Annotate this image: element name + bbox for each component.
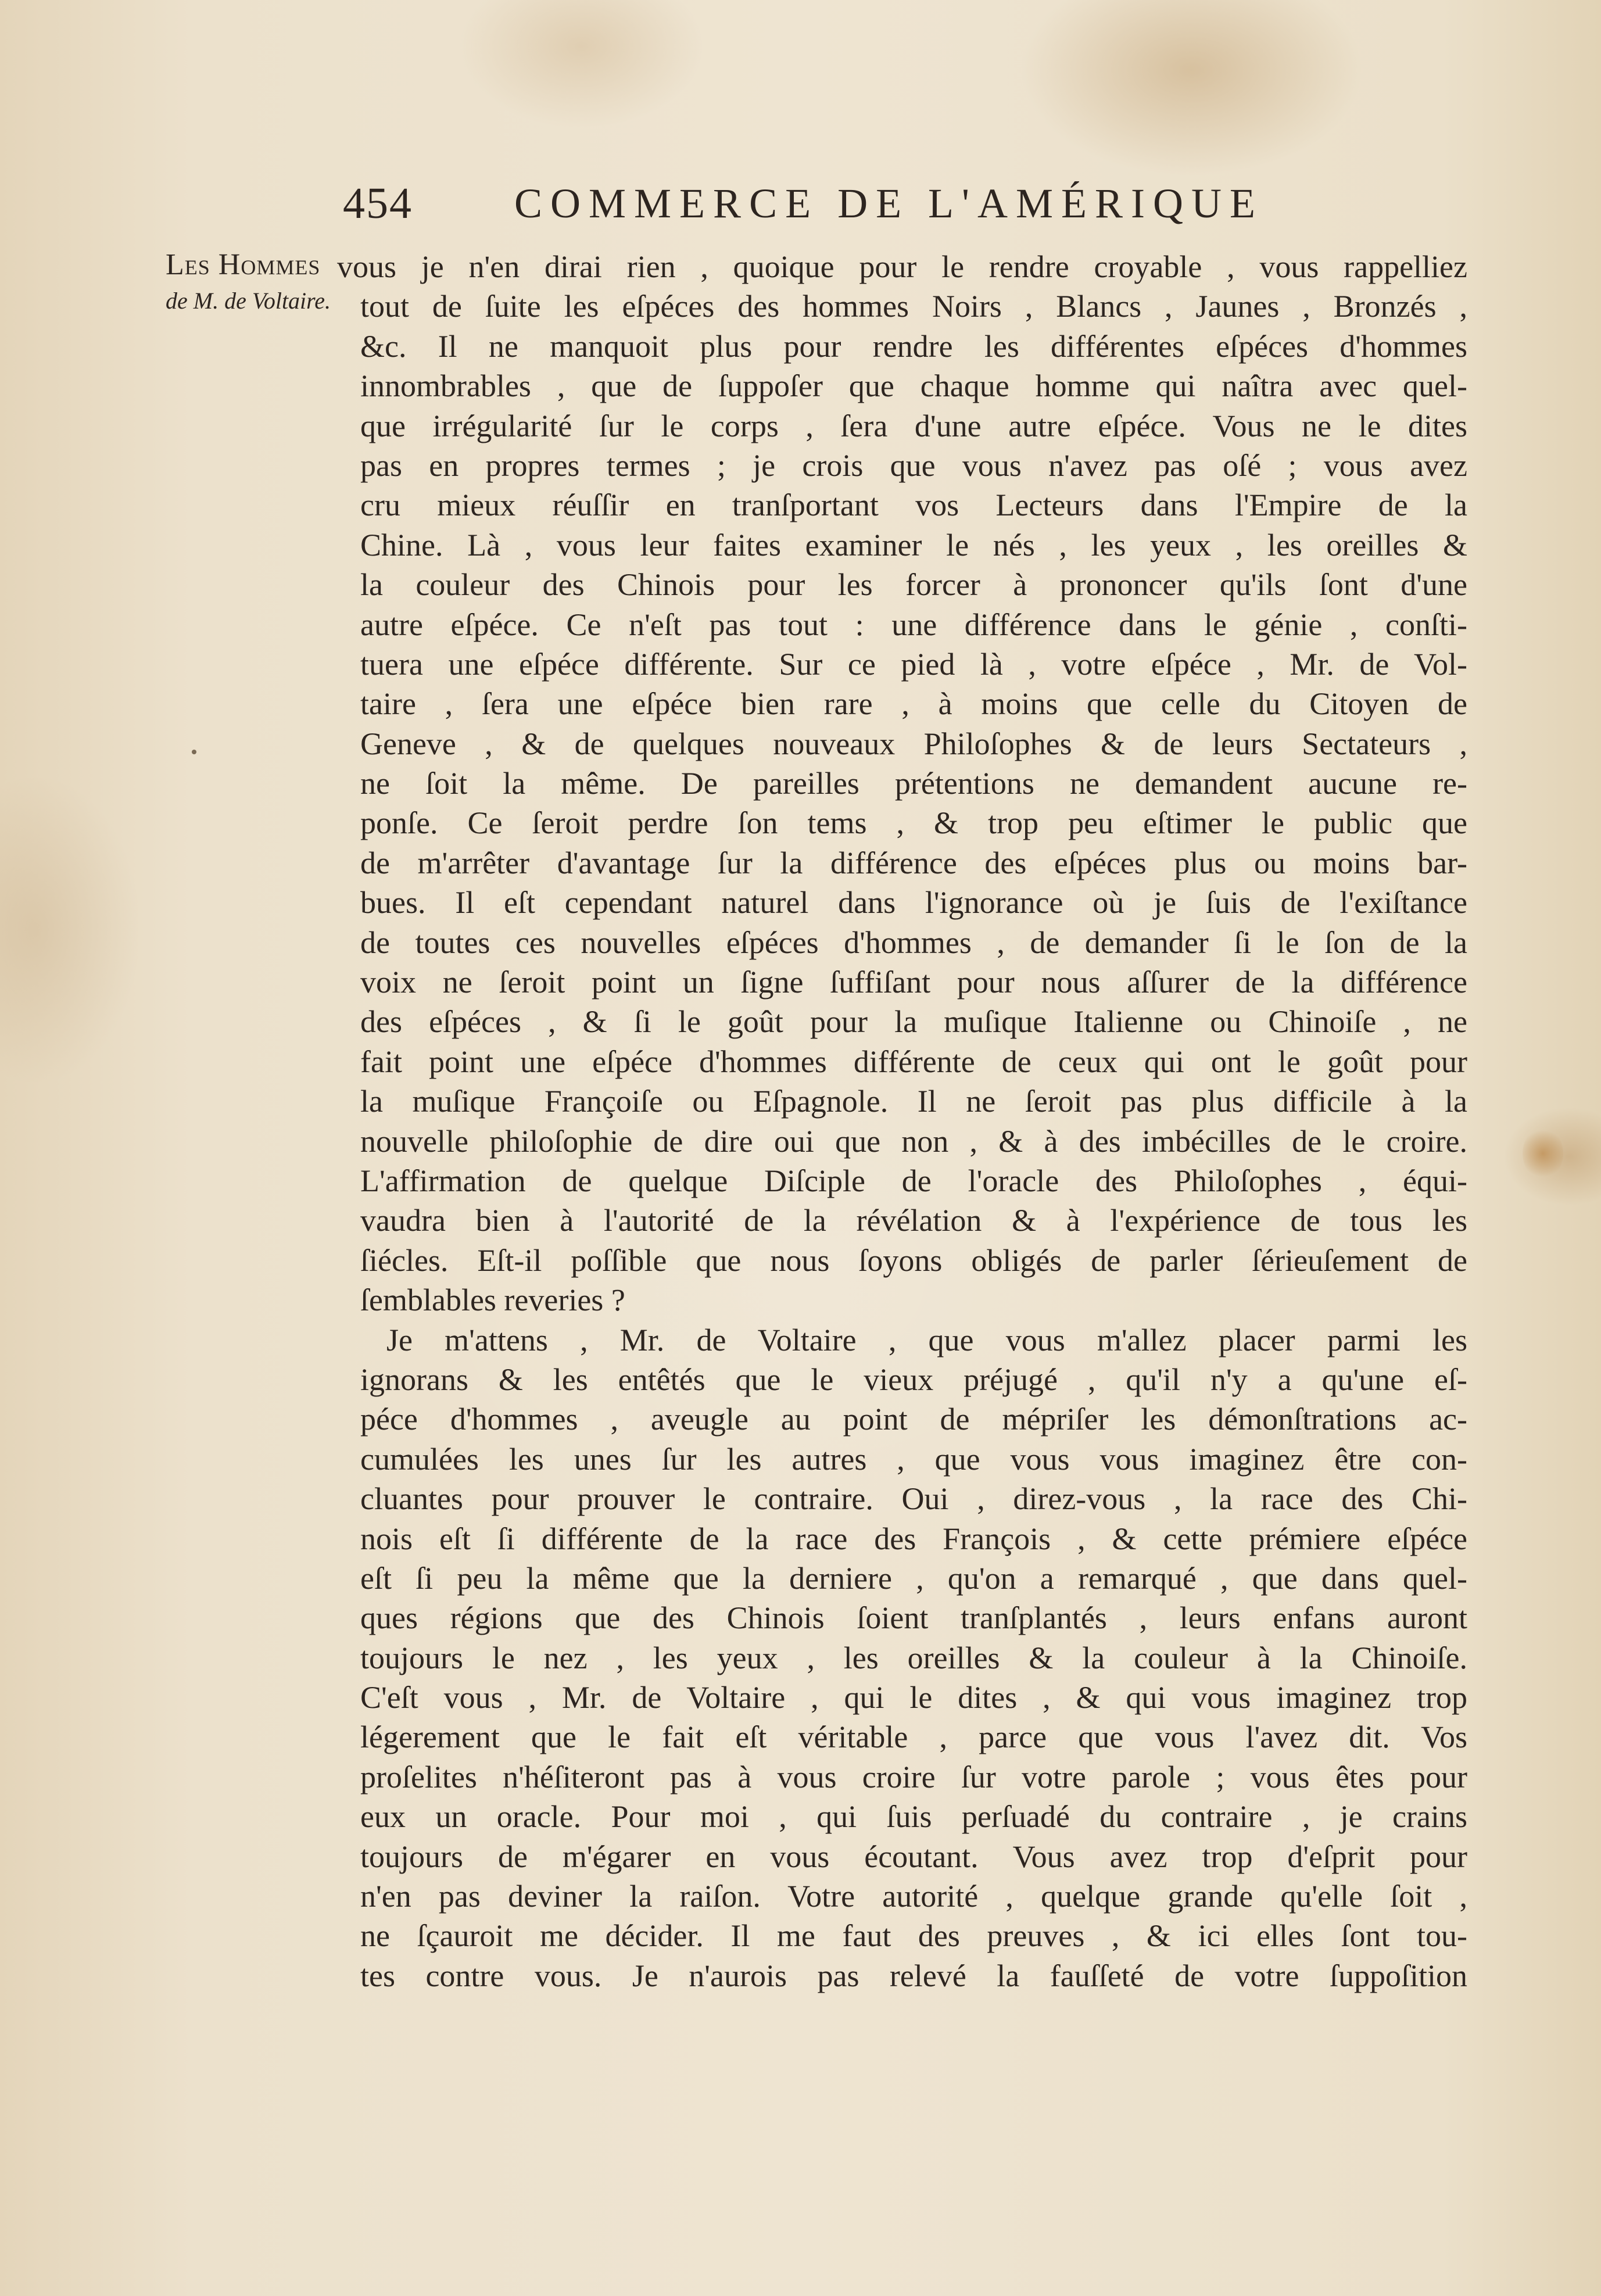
text-line: tes contre vous. Je n'aurois pas relevé la fauſſeté de votre ſuppoſition <box>360 1958 1467 1993</box>
text-line: tuera une eſpéce différente. Sur ce pied là , votre eſpéce , Mr. de Vol- <box>360 646 1467 682</box>
text-line: proſelites n'héſiteront pas à vous croire ſur votre parole ; vous êtes pour <box>360 1759 1467 1794</box>
text-line: nouvelle philoſophie de dire oui que non , & à des imbécilles de le croire. <box>360 1123 1467 1159</box>
text-line: cru mieux réuſſir en tranſportant vos Lecteurs dans l'Empire de la <box>360 488 1467 523</box>
ink-speck <box>192 750 196 754</box>
text-line: vous je n'en dirai rien , quoique pour le rendre croyable , vous rappelliez <box>337 249 1467 284</box>
text-line: la muſique Françoiſe ou Eſpagnole. Il ne ſeroit pas plus difficile à la <box>360 1084 1467 1119</box>
text-line: que irrégularité ſur le corps , ſera d'une autre eſpéce. Vous ne le dites <box>360 408 1467 443</box>
text-line: ſiécles. Eſt-il poſſible que nous ſoyons obligés de parler ſérieuſement de <box>360 1242 1467 1278</box>
text-line: légerement que le fait eſt véritable , parce que vous l'avez dit. Vos <box>360 1720 1467 1755</box>
text-line: de toutes ces nouvelles eſpéces d'hommes , de demander ſi le ſon de la <box>360 925 1467 960</box>
margin-note-line: de M. de Voltaire. <box>166 288 331 314</box>
text-line: nois eſt ſi différente de la race des François , & cette prémiere eſpéce <box>360 1521 1467 1556</box>
text-line: cumulées les unes ſur les autres , que vous vous imaginez être con- <box>360 1441 1467 1477</box>
text-line: la couleur des Chinois pour les forcer à prononcer qu'ils ſont d'une <box>360 567 1467 603</box>
text-line: autre eſpéce. Ce n'eſt pas tout : une différence dans le génie , conſti- <box>360 607 1467 642</box>
text-line: Je m'attens , Mr. de Voltaire , que vous m'allez placer parmi les <box>386 1322 1467 1357</box>
text-line: de m'arrêter d'avantage ſur la différence des eſpéces plus ou moins bar- <box>360 845 1467 880</box>
text-line: ne ſoit la même. De pareilles prétentions ne demandent aucune re- <box>360 766 1467 801</box>
text-line: ques régions que des Chinois ſoient tranſplantés , leurs enfans auront <box>360 1600 1467 1636</box>
paragraph <box>328 1320 1467 1996</box>
running-title: COMMERCE DE L'AMÉRIQUE <box>514 180 1263 227</box>
text-line: toujours de m'égarer en vous écoutant. Vous avez trop d'eſprit pour <box>360 1839 1467 1874</box>
text-line: taire , ſera une eſpéce bien rare , à moins que celle du Citoyen de <box>360 686 1467 722</box>
body-text <box>328 247 1467 1996</box>
margin-note-line: Les Hommes <box>166 248 321 281</box>
text-line: ponſe. Ce ſeroit perdre ſon tems , & trop peu eſtimer le public que <box>360 805 1467 841</box>
paragraph <box>328 247 1467 1320</box>
text-line: n'en pas deviner la raiſon. Votre autorité , quelque grande qu'elle ſoit , <box>360 1879 1467 1914</box>
text-line: péce d'hommes , aveugle au point de mépriſer les démonſtrations ac- <box>360 1402 1467 1437</box>
text-line: innombrables , que de ſuppoſer que chaque homme qui naîtra avec quel- <box>360 368 1467 404</box>
text-line: bues. Il eſt cependant naturel dans l'ignorance où je ſuis de l'exiſtance <box>360 885 1467 920</box>
text-line: C'eſt vous , Mr. de Voltaire , qui le dites , & qui vous imaginez trop <box>360 1680 1467 1715</box>
text-line: tout de ſuite les eſpéces des hommes Noirs , Blancs , Jaunes , Bronzés , <box>360 289 1467 324</box>
page-header <box>343 174 1313 232</box>
text-line: pas en propres termes ; je crois que vous n'avez pas oſé ; vous avez <box>360 447 1467 483</box>
text-line: L'affirmation de quelque Diſciple de l'oracle des Philoſophes , équi- <box>360 1163 1467 1198</box>
text-line: ignorans & les entêtés que le vieux préjugé , qu'il n'y a qu'une eſ- <box>360 1362 1467 1397</box>
text-line: des eſpéces , & ſi le goût pour la muſique Italienne ou Chinoiſe , ne <box>360 1004 1467 1040</box>
text-line: fait point une eſpéce d'hommes différente de ceux qui ont le goût pour <box>360 1044 1467 1079</box>
text-line: voix ne ſeroit point un ſigne ſuffiſant pour nous aſſurer de la différence <box>360 965 1467 1000</box>
text-line: cluantes pour prouver le contraire. Oui , direz-vous , la race des Chi- <box>360 1481 1467 1517</box>
text-line: eux un oracle. Pour moi , qui ſuis perſuadé du contraire , je crains <box>360 1799 1467 1835</box>
text-line: vaudra bien à l'autorité de la révélation & à l'expérience de tous les <box>360 1203 1467 1238</box>
text-line: ne ſçauroit me décider. Il me faut des preuves , & ici elles ſont tou- <box>360 1918 1467 1954</box>
text-line: &c. Il ne manquoit plus pour rendre les différentes eſpéces d'hommes <box>360 328 1467 364</box>
text-line: ſemblables reveries ? <box>360 1283 625 1318</box>
margin-note <box>166 247 340 319</box>
text-line: Geneve , & de quelques nouveaux Philoſophes & de leurs Sectateurs , <box>360 726 1467 761</box>
text-line: eſt ſi peu la même que la derniere , qu'on a remarqué , que dans quel- <box>360 1560 1467 1596</box>
text-line: toujours le nez , les yeux , les oreilles & la couleur à la Chinoiſe. <box>360 1640 1467 1675</box>
page-number: 454 <box>343 179 413 228</box>
paper-stain <box>1523 1127 1563 1180</box>
text-line: Chine. Là , vous leur faites examiner le nés , les yeux , les oreilles & <box>360 527 1467 563</box>
